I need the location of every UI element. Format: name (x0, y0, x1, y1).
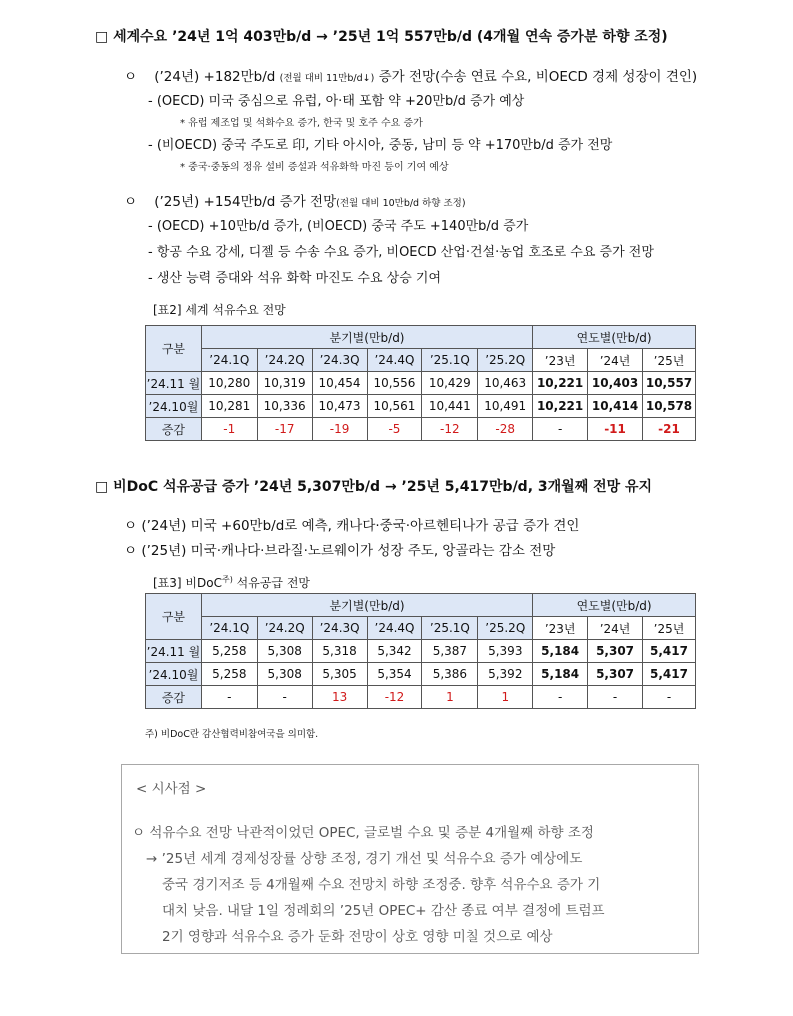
quarter-header: ’24.1Q (201, 349, 257, 372)
table3-footnote: 주) 비DoC란 감산협력비참여국을 의미함. (145, 729, 319, 740)
row-label: ’24.11 월 (146, 372, 202, 395)
implications-title: < 시사점 > (136, 781, 207, 797)
section1-b2-sub1: - (OECD) +10만b/d 증가, (비OECD) 중국 주도 +140만b/d 증가 (148, 219, 529, 234)
implications-line4: 대치 낮음. 내달 1일 정례회의 ’25년 OPEC+ 감산 종료 여부 결정에 트럼프 (162, 903, 605, 919)
year-value: - (533, 418, 588, 441)
quarter-header: ’24.3Q (312, 617, 367, 640)
quarter-value: 5,308 (257, 640, 312, 663)
quarter-value: 10,556 (367, 372, 422, 395)
bullet-text: (’25년) +154만b/d 증가 전망 (154, 194, 337, 210)
quarter-value: -1 (201, 418, 257, 441)
year-value: - (588, 686, 643, 709)
section1-note1: * 유럽 제조업 및 석화수요 증가, 한국 및 호주 수요 증가 (180, 118, 423, 129)
year-header: ’23년 (533, 617, 588, 640)
quarter-value: 10,561 (367, 395, 422, 418)
implications-line2: → ’25년 세계 경제성장률 상향 조정, 경기 개선 및 석유수요 증가 예상에도 (146, 851, 583, 867)
section2-heading: □ 비DoC 석유공급 증가 ’24년 5,307만b/d → ’25년 5,417만b/d, 3개월째 전망 유지 (95, 479, 653, 495)
table-group-year: 연도별(만b/d) (533, 326, 696, 349)
section1-bullet1 (124, 65, 697, 85)
year-value: -11 (588, 418, 643, 441)
quarter-header: ’25.2Q (478, 617, 533, 640)
quarter-header: ’25.1Q (422, 349, 478, 372)
year-header: ’24년 (588, 349, 643, 372)
implications-line3: 중국 경기저조 등 4개월째 수요 전망치 하향 조정중. 향후 석유수요 증가 기 (162, 877, 601, 893)
row-label: ’24.11 월 (146, 640, 202, 663)
table-row (146, 640, 696, 663)
year-value: -21 (643, 418, 696, 441)
section1-bullet2 (124, 190, 466, 210)
table3-caption-rest: 석유공급 전망 (232, 576, 311, 590)
year-value: 5,184 (533, 640, 588, 663)
table-corner: 구분 (146, 326, 202, 372)
quarter-value: 5,258 (201, 663, 257, 686)
quarter-value: - (201, 686, 257, 709)
year-header: ’25년 (643, 349, 696, 372)
quarter-value: 10,463 (478, 372, 533, 395)
year-value: 10,414 (588, 395, 643, 418)
table-group-quarter: 분기별(만b/d) (201, 326, 532, 349)
quarter-value: 5,354 (367, 663, 422, 686)
year-value: - (533, 686, 588, 709)
quarter-value: -28 (478, 418, 533, 441)
quarter-header: ’24.3Q (312, 349, 367, 372)
year-value: 5,184 (533, 663, 588, 686)
table3-caption-main: [표3] 비DoC (153, 576, 222, 590)
implications-line5: 2기 영향과 석유수요 증가 둔화 전망이 상호 영향 미칠 것으로 예상 (162, 929, 553, 945)
bullet-marker: ㅇ (124, 194, 138, 210)
table-row (146, 686, 696, 709)
section1-heading: □ 세계수요 ’24년 1억 403만b/d → ’25년 1억 557만b/d (4개월 연속 증가분 하향 조정) (95, 29, 668, 45)
quarter-value: 5,308 (257, 663, 312, 686)
supply-table (145, 593, 696, 709)
quarter-value: 13 (312, 686, 367, 709)
row-label: 증감 (146, 686, 202, 709)
quarter-value: 10,280 (201, 372, 257, 395)
year-value: 10,403 (588, 372, 643, 395)
table-group-quarter: 분기별(만b/d) (201, 594, 532, 617)
quarter-value: 10,429 (422, 372, 478, 395)
table3-caption (153, 574, 310, 591)
quarter-value: 5,342 (367, 640, 422, 663)
table-row (146, 418, 696, 441)
quarter-value: 5,386 (422, 663, 478, 686)
table-header-row (146, 617, 696, 640)
row-label: 증감 (146, 418, 202, 441)
quarter-header: ’24.2Q (257, 349, 312, 372)
quarter-value: 1 (422, 686, 478, 709)
quarter-value: 10,454 (312, 372, 367, 395)
table2-caption: [표2] 세계 석유수요 전망 (153, 303, 286, 317)
table-row (146, 663, 696, 686)
table-group-year: 연도별(만b/d) (533, 594, 696, 617)
quarter-value: 10,491 (478, 395, 533, 418)
quarter-header: ’24.4Q (367, 349, 422, 372)
table-corner: 구분 (146, 594, 202, 640)
quarter-header: ’25.2Q (478, 349, 533, 372)
section1-note2: * 중국·중동의 정유 설비 증설과 석유화학 마진 등이 기여 예상 (180, 162, 449, 173)
bullet-note: (전월 대비 11만b/d↓) (279, 73, 375, 84)
quarter-value: 10,473 (312, 395, 367, 418)
quarter-value: 5,305 (312, 663, 367, 686)
year-value: 5,417 (643, 640, 696, 663)
year-value: - (643, 686, 696, 709)
row-label: ’24.10월 (146, 395, 202, 418)
year-value: 10,221 (533, 372, 588, 395)
year-value: 10,578 (643, 395, 696, 418)
quarter-value: - (257, 686, 312, 709)
quarter-value: -5 (367, 418, 422, 441)
quarter-value: 10,281 (201, 395, 257, 418)
section2-bullet2: ㅇ (’25년) 미국·캐나다·브라질·노르웨이가 성장 주도, 앙골라는 감소 전망 (124, 543, 556, 559)
quarter-value: 10,441 (422, 395, 478, 418)
quarter-value: 1 (478, 686, 533, 709)
year-value: 5,307 (588, 640, 643, 663)
section1-b2-sub2: - 항공 수요 강세, 디젤 등 수송 수요 증가, 비OECD 산업·건설·농업 호조로 수요 증가 전망 (148, 245, 654, 260)
demand-table (145, 325, 696, 441)
quarter-value: -12 (367, 686, 422, 709)
table-row (146, 372, 696, 395)
quarter-value: -12 (422, 418, 478, 441)
implications-box (121, 764, 699, 954)
year-header: ’25년 (643, 617, 696, 640)
year-header: ’24년 (588, 617, 643, 640)
quarter-value: 5,392 (478, 663, 533, 686)
bullet-marker: ㅇ (124, 69, 138, 85)
bullet-text-rest: 증가 전망(수송 연료 수요, 비OECD 경제 성장이 견인) (374, 69, 698, 85)
quarter-value: 10,319 (257, 372, 312, 395)
quarter-value: 5,393 (478, 640, 533, 663)
section1-b2-sub3: - 생산 능력 증대와 석유 화학 마진도 수요 상승 기여 (148, 271, 442, 286)
row-label: ’24.10월 (146, 663, 202, 686)
quarter-value: 5,258 (201, 640, 257, 663)
bullet-text: (’24년) +182만b/d (154, 69, 280, 85)
section1-sub1: - (OECD) 미국 중심으로 유럽, 아·태 포함 약 +20만b/d 증가 예상 (148, 94, 525, 109)
implications-line1: ㅇ 석유수요 전망 낙관적이었던 OPEC, 글로벌 수요 및 증분 4개월째 하향 조정 (132, 825, 594, 841)
year-value: 5,307 (588, 663, 643, 686)
year-header: ’23년 (533, 349, 588, 372)
quarter-value: -17 (257, 418, 312, 441)
year-value: 10,557 (643, 372, 696, 395)
quarter-header: ’24.4Q (367, 617, 422, 640)
section1-sub2: - (비OECD) 중국 주도로 印, 기타 아시아, 중동, 남미 등 약 +170만b/d 증가 전망 (148, 138, 613, 153)
section2-bullet1: ㅇ (’24년) 미국 +60만b/d로 예측, 캐나다·중국·아르헨티나가 공급 증가 견인 (124, 518, 580, 534)
bullet-note: (전월 대비 10만b/d 하향 조정) (336, 198, 466, 209)
quarter-value: 5,318 (312, 640, 367, 663)
year-value: 10,221 (533, 395, 588, 418)
quarter-header: ’24.1Q (201, 617, 257, 640)
quarter-header: ’24.2Q (257, 617, 312, 640)
quarter-value: 5,387 (422, 640, 478, 663)
table-row (146, 395, 696, 418)
quarter-header: ’25.1Q (422, 617, 478, 640)
quarter-value: 10,336 (257, 395, 312, 418)
quarter-value: -19 (312, 418, 367, 441)
table-header-row (146, 349, 696, 372)
table3-caption-sup: 주) (221, 575, 233, 584)
year-value: 5,417 (643, 663, 696, 686)
